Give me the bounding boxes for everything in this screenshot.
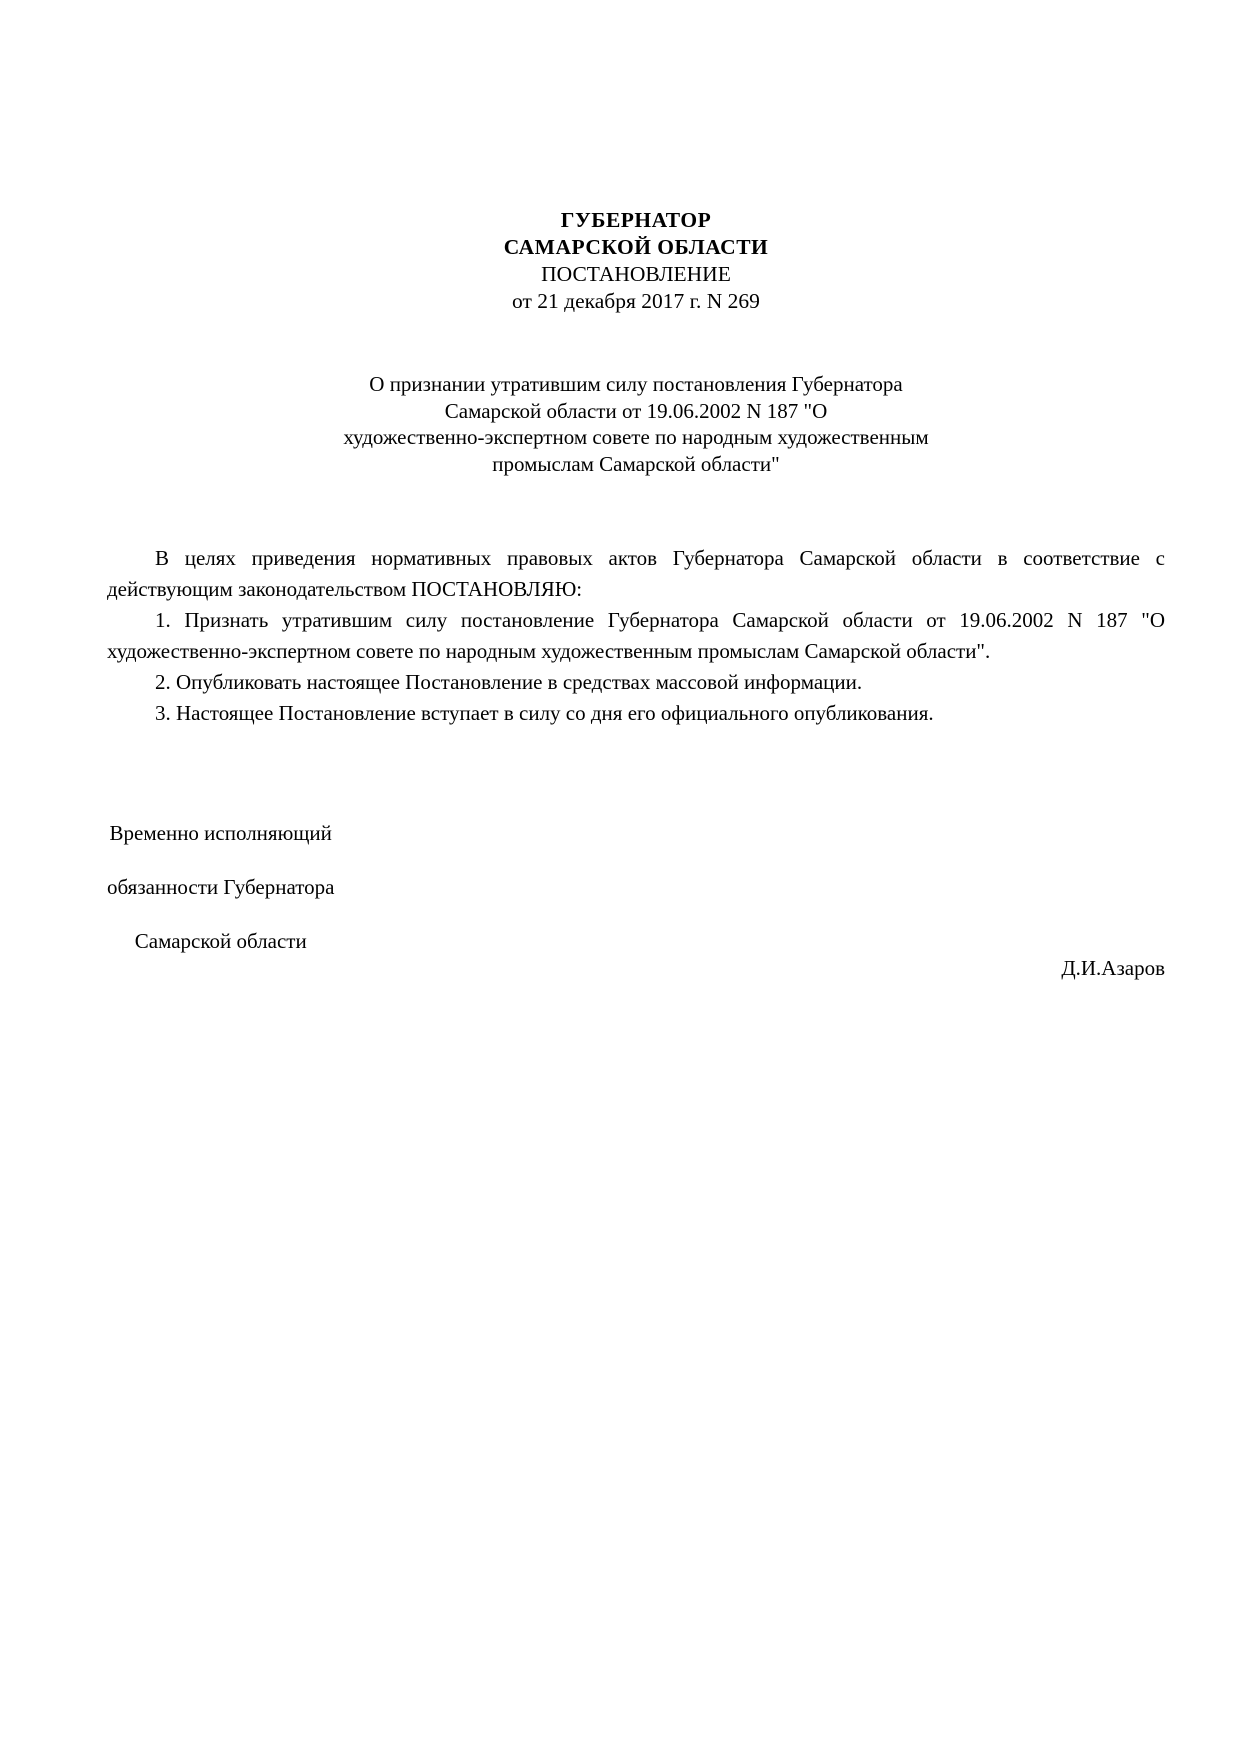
issuer-name-line-1: ГУБЕРНАТОР <box>560 208 712 232</box>
title-line: О признании утратившим силу постановления Губернатора <box>369 372 903 396</box>
document-type: ПОСТАНОВЛЕНИЕ <box>541 262 731 286</box>
issuer-name-line-2: САМАРСКОЙ ОБЛАСТИ <box>503 235 769 259</box>
signer-position-line-3: Самарской области <box>134 929 307 953</box>
decree-item-2: 2. Опубликовать настоящее Постановление в средствах массовой информации. <box>155 670 863 694</box>
decree-item-3: 3. Настоящее Постановление вступает в силу со дня его официального опубликования. <box>155 701 934 725</box>
decree-item-1: 1. Признать утратившим силу постановление Губернатора Самарской области от 19.06.2002 N 187 "О художественно-экспертном совете по народным художественным промыслам Самарской области". <box>107 608 1165 663</box>
signer-position-line-1: Временно исполняющий <box>109 821 332 845</box>
title-line: художественно-экспертном совете по народным художественным <box>343 425 929 449</box>
signer-position-line-2: обязанности Губернатора <box>107 875 335 899</box>
document-body <box>107 543 1165 729</box>
signature-block <box>107 793 1165 982</box>
title-line: Самарской области от 19.06.2002 N 187 "О <box>444 398 828 423</box>
document-title <box>107 371 1165 477</box>
title-line: промыслам Самарской области" <box>492 451 780 476</box>
document-date-number: от 21 декабря 2017 г. N 269 <box>512 289 760 313</box>
signer-name: Д.И.Азаров <box>1061 956 1165 980</box>
preamble-paragraph: В целях приведения нормативных правовых актов Губернатора Самарской области в соответствие с действующим законодательством ПОСТАНОВЛЯЮ: <box>107 546 1165 601</box>
document-header <box>107 207 1165 315</box>
signer-position <box>107 793 334 982</box>
